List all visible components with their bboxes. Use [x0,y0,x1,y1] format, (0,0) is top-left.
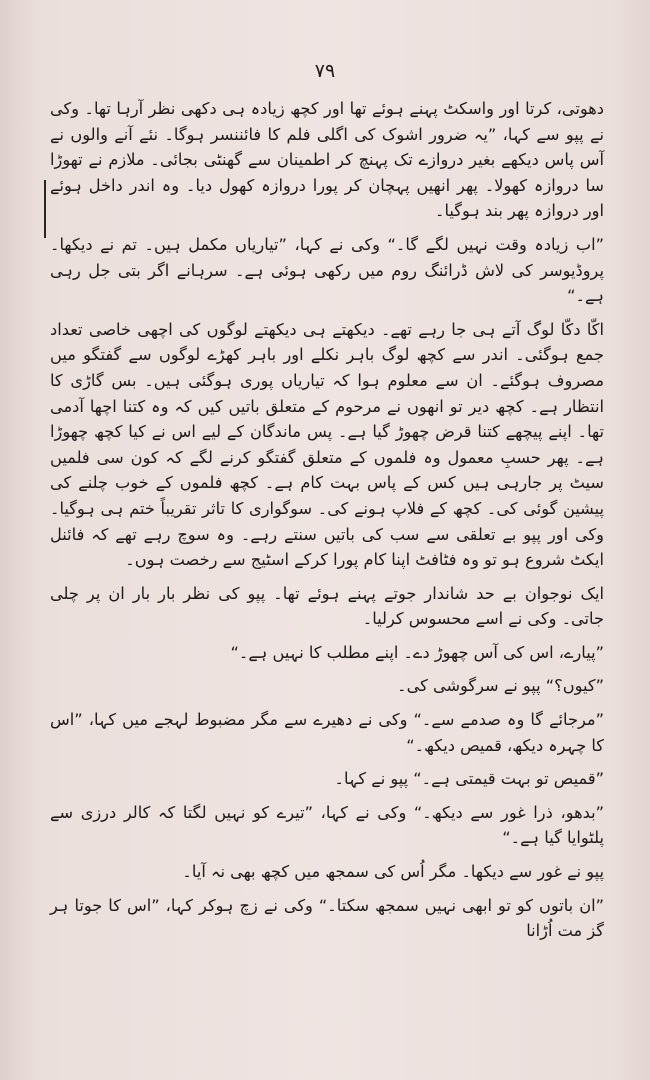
urdu-text-block [50,96,604,944]
paragraph: ”ان باتوں کو تو ابھی نہیں سمجھ سکتا۔“ وکی نے زچ ہوکر کہا، ”اس کا جوتا ہر گز مت اُڑانا [50,895,604,941]
page-number: ۷۹ [314,60,336,82]
paragraph: ”پیارے، اس کی آس چھوڑ دے۔ اپنے مطلب کا نہیں ہے۔“ [230,642,604,662]
paragraph: ”اب زیادہ وقت نہیں لگے گا۔“ وکی نے کہا، ”تیاریاں مکمل ہیں۔ تم نے دیکھا۔ پروڈیوسر کی لاش ڈرائنگ روم میں رکھی ہوئی ہے۔ سرہانے اگر بتی جل رہی ہے۔“ [50,234,604,306]
paragraph: ایک نوجوان بے حد شاندار جوتے پہنے ہوئے تھا۔ پپو کی نظر بار بار ان پر چلی جاتی۔ وکی نے اسے محسوس کرلیا۔ [50,583,604,629]
paragraph: پپو نے غور سے دیکھا۔ مگر اُس کی سمجھ میں کچھ بھی نہ آیا۔ [182,862,604,882]
paragraph: ”بدھو، ذرا غور سے دیکھ۔“ وکی نے کہا، ”تیرے کو نہیں لگتا کہ کالر درزی سے پلٹوایا گیا ہے۔“ [50,802,604,848]
paragraph: ”کیوں؟“ پپو نے سرگوشی کی۔ [397,676,604,696]
paragraph: ”قمیص تو بہت قیمتی ہے۔“ پپو نے کہا۔ [334,769,604,789]
paragraph: ”مرجائے گا وہ صدمے سے۔“ وکی نے دھیرے سے مگر مضبوط لہجے میں کہا، ”اس کا چہرہ دیکھ، قمیص دیکھ۔“ [50,710,604,755]
paragraph: دھوتی، کرتا اور واسکٹ پہنے ہوئے تھا اور کچھ زیادہ ہی دکھی نظر آرہا تھا۔ وکی نے پپو سے کہا، ”یہ ضرور اشوک کی اگلی فلم کا فائننسر ہوگا۔ نئے آنے والوں نے آس پاس دیکھے بغیر دروازے تک پہنچ کر اطمینان سے گھنٹی بجائی۔ ملازم نے تھوڑا سا دروازہ کھولا۔ پھر انھیں پہچان کر پورا دروازہ کھول دیا۔ وہ اندر داخل ہوئے اور دروازہ پھر بند ہوگیا۔ [50,99,604,221]
margin-pencil-mark [44,180,46,238]
paragraph: اکّا دکّا لوگ آتے ہی جا رہے تھے۔ دیکھتے ہی دیکھتے لوگوں کی اچھی خاصی تعداد جمع ہوگئی۔ اندر سے کچھ لوگ باہر نکلے اور باہر کھڑے لوگوں سے گفتگو میں مصروف ہوگئے۔ ان سے معلوم ہوا کہ تیاریاں پوری ہوگئی ہیں۔ بس گاڑی کا انتظار ہے۔ کچھ دیر تو انھوں نے مرحوم کے متعلق باتیں کیں کہ وہ کتنا اچھا آدمی تھا۔ اپنے پیچھے کتنا قرض چھوڑ گیا ہے۔ پس ماندگان کے لیے اس نے کیا کچھ چھوڑا ہے۔ پھر حسبِ معمول وہ فلموں کے متعلق گفتگو کرنے لگے کہ کون سی فلمیں سیٹ پر جارہی ہیں کس کے پاس بہت کام ہے۔ کچھ فلموں کے خوب چلنے کی پیشین گوئی کی۔ کچھ کے فلاپ ہونے کی۔ سوگواری کا تاثر تقریباً ختم ہی ہوگیا۔ وکی اور پپو بے تعلقی سے سب کی باتیں سنتے رہے۔ وہ سوچ رہے تھے کہ فائنل ایکٹ شروع ہو تو وہ فٹافٹ اپنا کام پورا کرکے اسٹیج سے رخصت ہوں۔ [50,319,604,570]
